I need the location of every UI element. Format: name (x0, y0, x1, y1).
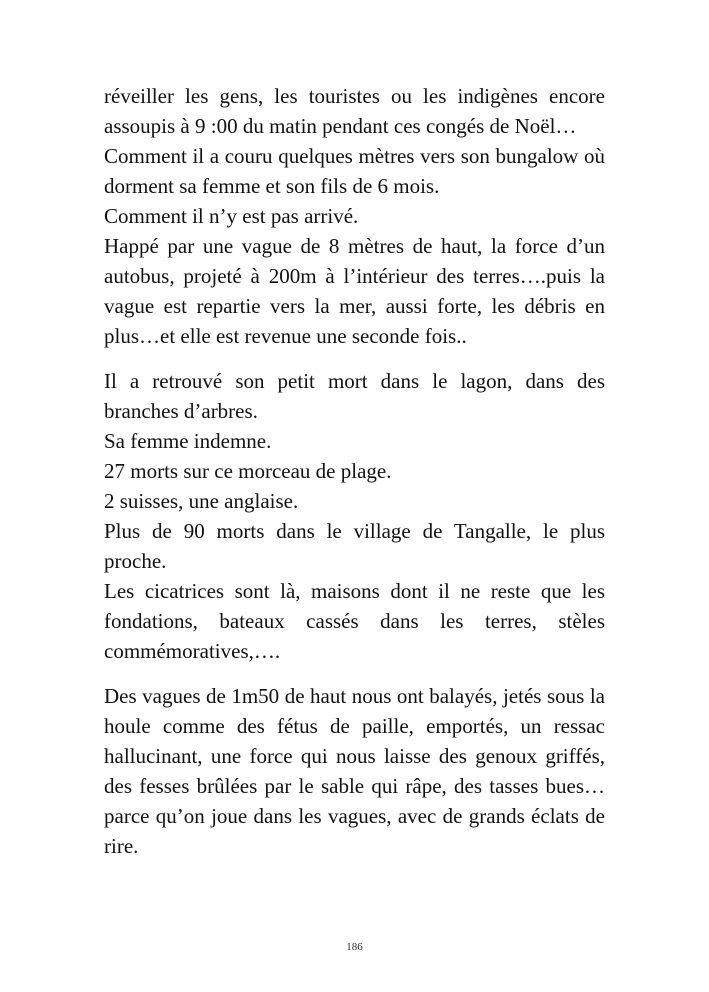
paragraph: Comment il a couru quelques mètres vers son bungalow où dorment sa femme et son fils de 6 mois. (104, 144, 605, 198)
paragraph: Happé par une vague de 8 mètres de haut, la force d’un autobus, projeté à 200m à l’intérieur des terres….puis la vague est repartie vers la mer, aussi forte, les débris en plus…et elle est revenue une seconde fois.. (104, 234, 605, 348)
page-number: 186 (346, 941, 363, 953)
paragraph: Des vagues de 1m50 de haut nous ont balayés, jetés sous la houle comme des fétus de paille, emportés, un ressac hallucinant, une force qui nous laisse des genoux griffés, des fesses brûlées par le sable qui râpe, des tasses bues…parce qu’on joue dans les vagues, avec de grands éclats de rire. (104, 684, 605, 858)
page-body (104, 81, 605, 861)
paragraph: 2 suisses, une anglaise. (104, 489, 299, 513)
paragraph: Plus de 90 morts dans le village de Tangalle, le plus proche. (104, 519, 605, 573)
paragraph: 27 morts sur ce morceau de plage. (104, 459, 392, 483)
paragraph: Comment il n’y est pas arrivé. (104, 204, 359, 228)
paragraph: Les cicatrices sont là, maisons dont il ne reste que les fondations, bateaux cassés dans les terres, stèles commémoratives,…. (104, 579, 605, 663)
paragraph: Il a retrouvé son petit mort dans le lagon, dans des branches d’arbres. (104, 369, 605, 423)
paragraph: réveiller les gens, les touristes ou les indigènes encore assoupis à 9 :00 du matin pendant ces congés de Noël… (104, 84, 605, 138)
paragraph: Sa femme indemne. (104, 429, 272, 453)
